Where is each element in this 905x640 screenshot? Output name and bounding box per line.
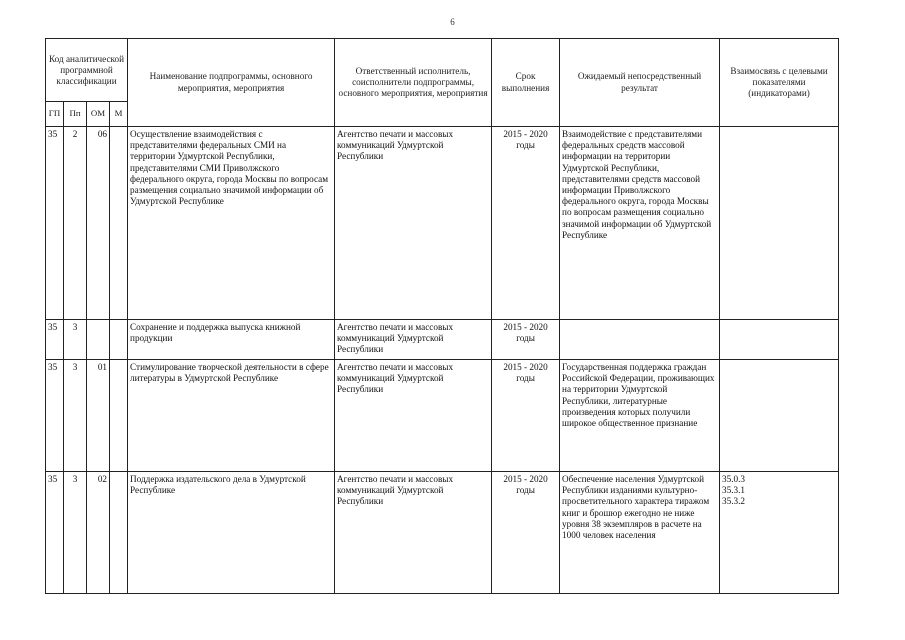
cell-responsible: Агентство печати и массовых коммуникаций Удмуртской Республики [335,472,492,594]
cell-name: Поддержка издательского дела в Удмуртской Республике [128,472,335,594]
cell-m [110,360,128,472]
cell-term: 2015 - 2020 годы [492,472,560,594]
cell-term: 2015 - 2020 годы [492,127,560,320]
cell-indicators [720,320,839,360]
header-link: Взаимосвязь с целевыми показателями (индикаторами) [720,39,839,127]
cell-om: 06 [87,127,110,320]
cell-name: Осуществление взаимодействия с представителями федеральных СМИ на территории Удмуртской Республики, представителями СМИ Приволжского федерального округа, города Москвы по вопросам размещения социально значимой информации об Удмуртской Республике [128,127,335,320]
header-gp: ГП [46,102,64,127]
header-m: М [110,102,128,127]
cell-result: Взаимодействие с представителями федеральных средств массовой информации на территории Удмуртской Республики, представителями средств массовой информации Приволжского федерального округа, города Москвы по вопросам размещения социально значимой информации об Удмуртской Республике [560,127,720,320]
cell-pp: 2 [64,127,87,320]
header-row [46,39,839,102]
header-result: Ожидаемый непосредственный результат [560,39,720,127]
cell-pp: 3 [64,320,87,360]
cell-indicators [720,472,839,594]
cell-indicators [720,127,839,320]
cell-name: Сохранение и поддержка выпуска книжной продукции [128,320,335,360]
cell-gp: 35 [46,472,64,594]
header-name: Наименование подпрограммы, основного мероприятия, мероприятия [128,39,335,127]
program-activities-table [45,38,839,594]
header-responsible: Ответственный исполнитель, соисполнители подпрограммы, основного мероприятия, мероприятия [335,39,492,127]
table-row [46,320,839,360]
cell-responsible: Агентство печати и массовых коммуникаций Удмуртской Республики [335,127,492,320]
table-row [46,360,839,472]
header-pp: Пп [64,102,87,127]
cell-m [110,320,128,360]
cell-pp: 3 [64,360,87,472]
indicator-code: 35.0.3 [722,474,746,484]
cell-term: 2015 - 2020 годы [492,320,560,360]
cell-gp: 35 [46,360,64,472]
cell-om: 02 [87,472,110,594]
table-row [46,127,839,320]
cell-gp: 35 [46,320,64,360]
cell-name: Стимулирование творческой деятельности в сфере литературы в Удмуртской Республике [128,360,335,472]
cell-responsible: Агентство печати и массовых коммуникаций Удмуртской Республики [335,360,492,472]
header-om: ОМ [87,102,110,127]
header-term: Срок выполнения [492,39,560,127]
cell-gp: 35 [46,127,64,320]
cell-term: 2015 - 2020 годы [492,360,560,472]
table-row [46,472,839,594]
cell-result: Обеспечение населения Удмуртской Республики изданиями культурно-просветительного характера тиражом книг и брошюр ежегодно не ниже уровня 38 экземпляров в расчете на 1000 человек населения [560,472,720,594]
page-number: 6 [450,17,455,27]
cell-result [560,320,720,360]
header-code-group: Код аналитической программной классификации [46,39,128,102]
indicator-code: 35.3.1 [722,485,746,496]
cell-pp: 3 [64,472,87,594]
cell-result: Государственная поддержка граждан Российской Федерации, проживающих на территории Удмуртской Республики, литературные произведения которых получили широкое общественное признание [560,360,720,472]
cell-m [110,472,128,594]
cell-indicators [720,360,839,472]
cell-m [110,127,128,320]
cell-om [87,320,110,360]
cell-responsible: Агентство печати и массовых коммуникаций Удмуртской Республики [335,320,492,360]
cell-om: 01 [87,360,110,472]
indicator-code: 35.3.2 [722,496,746,507]
